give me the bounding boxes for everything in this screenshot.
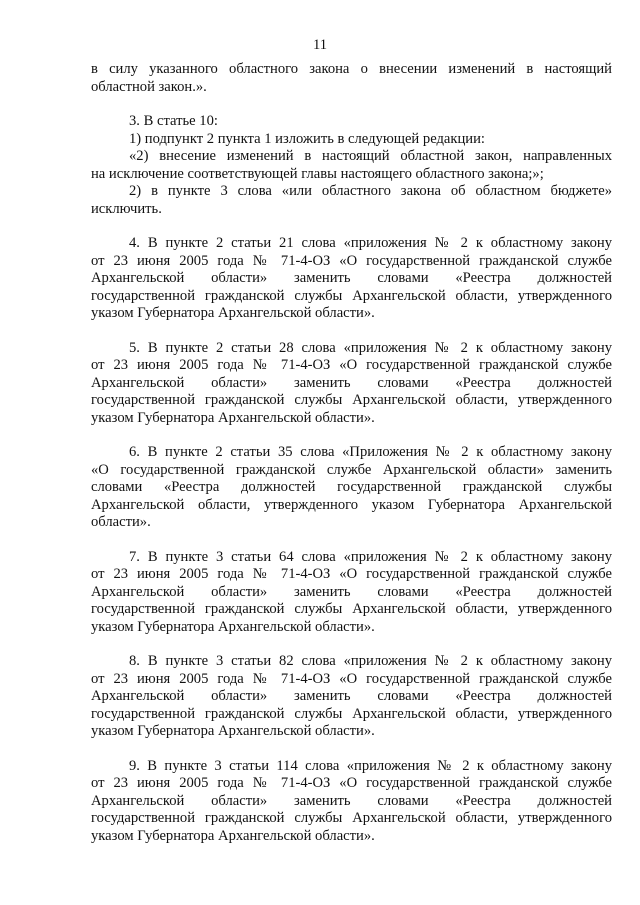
text-line: от 23 июня 2005 года № 71-4-ОЗ «О государственной гражданской службе <box>91 357 612 373</box>
paragraph-item-4 <box>91 235 612 323</box>
text-line: 3. В статье 10: <box>129 113 218 129</box>
text-line: 8. В пункте 3 статьи 82 слова «приложения № 2 к областному закону <box>129 653 612 669</box>
paragraph-article-10-item-1 <box>91 131 612 149</box>
text-line: Архангельской области» заменить словами «Реестра должностей <box>91 374 612 391</box>
text-line: «О государственной гражданской службе Архангельской области» заменить <box>91 461 612 478</box>
text-line: государственной гражданской службы Архангельской области, утвержденного <box>91 392 612 408</box>
text-line: 9. В пункте 3 статьи 114 слова «приложения № 2 к областному закону <box>129 757 612 774</box>
paragraph-item-8 <box>91 653 612 741</box>
text-line: 4. В пункте 2 статьи 21 слова «приложения № 2 к областному закону <box>129 235 612 251</box>
document-body <box>91 61 612 845</box>
paragraph-article-10 <box>91 113 612 131</box>
text-line: указом Губернатора Архангельской области». <box>91 305 375 321</box>
paragraph-item-6 <box>91 444 612 532</box>
paragraph-item-9 <box>91 758 612 846</box>
paragraph-item-7 <box>91 549 612 637</box>
text-line: на исключение соответствующей главы настоящего областного закона;»; <box>91 165 544 182</box>
text-line: Архангельской области» заменить словами «Реестра должностей <box>91 270 612 286</box>
text-line: областной закон.». <box>91 78 207 95</box>
text-line: 5. В пункте 2 статьи 28 слова «приложения № 2 к областному закону <box>129 339 612 356</box>
text-line: Архангельской области» заменить словами «Реестра должностей <box>91 688 612 704</box>
paragraph-continuation <box>91 61 612 96</box>
text-line: указом Губернатора Архангельской области». <box>91 723 375 739</box>
text-line: Архангельской области» заменить словами «Реестра должностей <box>91 792 612 809</box>
paragraph-article-10-item-2 <box>91 183 612 218</box>
text-line: государственной гражданской службы Архангельской области, утвержденного <box>91 287 612 304</box>
text-line: Архангельской области» заменить словами «Реестра должностей <box>91 583 612 600</box>
page-number: 11 <box>312 37 328 53</box>
text-line: области». <box>91 514 151 530</box>
text-line: указом Губернатора Архангельской области». <box>91 827 375 844</box>
text-line: словами «Реестра должностей государственной гражданской службы <box>91 479 612 495</box>
text-line: от 23 июня 2005 года № 71-4-ОЗ «О государственной гражданской службе <box>91 566 612 582</box>
text-line: исключить. <box>91 200 162 217</box>
text-line: от 23 июня 2005 года № 71-4-ОЗ «О государственной гражданской службе <box>91 252 612 269</box>
text-line: «2) внесение изменений в настоящий областной закон, направленных <box>129 148 612 164</box>
paragraph-article-10-quote <box>91 148 612 183</box>
text-line: от 23 июня 2005 года № 71-4-ОЗ «О государственной гражданской службе <box>91 670 612 687</box>
text-line: указом Губернатора Архангельской области». <box>91 618 375 635</box>
text-line: Архангельской области, утвержденного указом Губернатора Архангельской <box>91 496 612 513</box>
text-line: 7. В пункте 3 статьи 64 слова «приложения № 2 к областному закону <box>129 548 612 565</box>
text-line: от 23 июня 2005 года № 71-4-ОЗ «О государственной гражданской службе <box>91 775 612 791</box>
text-line: 1) подпункт 2 пункта 1 изложить в следующей редакции: <box>129 130 485 147</box>
text-line: государственной гражданской службы Архангельской области, утвержденного <box>91 601 612 617</box>
text-line: указом Губернатора Архангельской области». <box>91 409 375 426</box>
text-line: 2) в пункте 3 слова «или областного закона об областном бюджете» <box>129 183 612 199</box>
paragraph-item-5 <box>91 340 612 428</box>
text-line: в силу указанного областного закона о внесении изменений в настоящий <box>91 61 612 77</box>
text-line: государственной гражданской службы Архангельской области, утвержденного <box>91 705 612 722</box>
text-line: 6. В пункте 2 статьи 35 слова «Приложения № 2 к областному закону <box>129 444 612 460</box>
text-line: государственной гражданской службы Архангельской области, утвержденного <box>91 810 612 826</box>
